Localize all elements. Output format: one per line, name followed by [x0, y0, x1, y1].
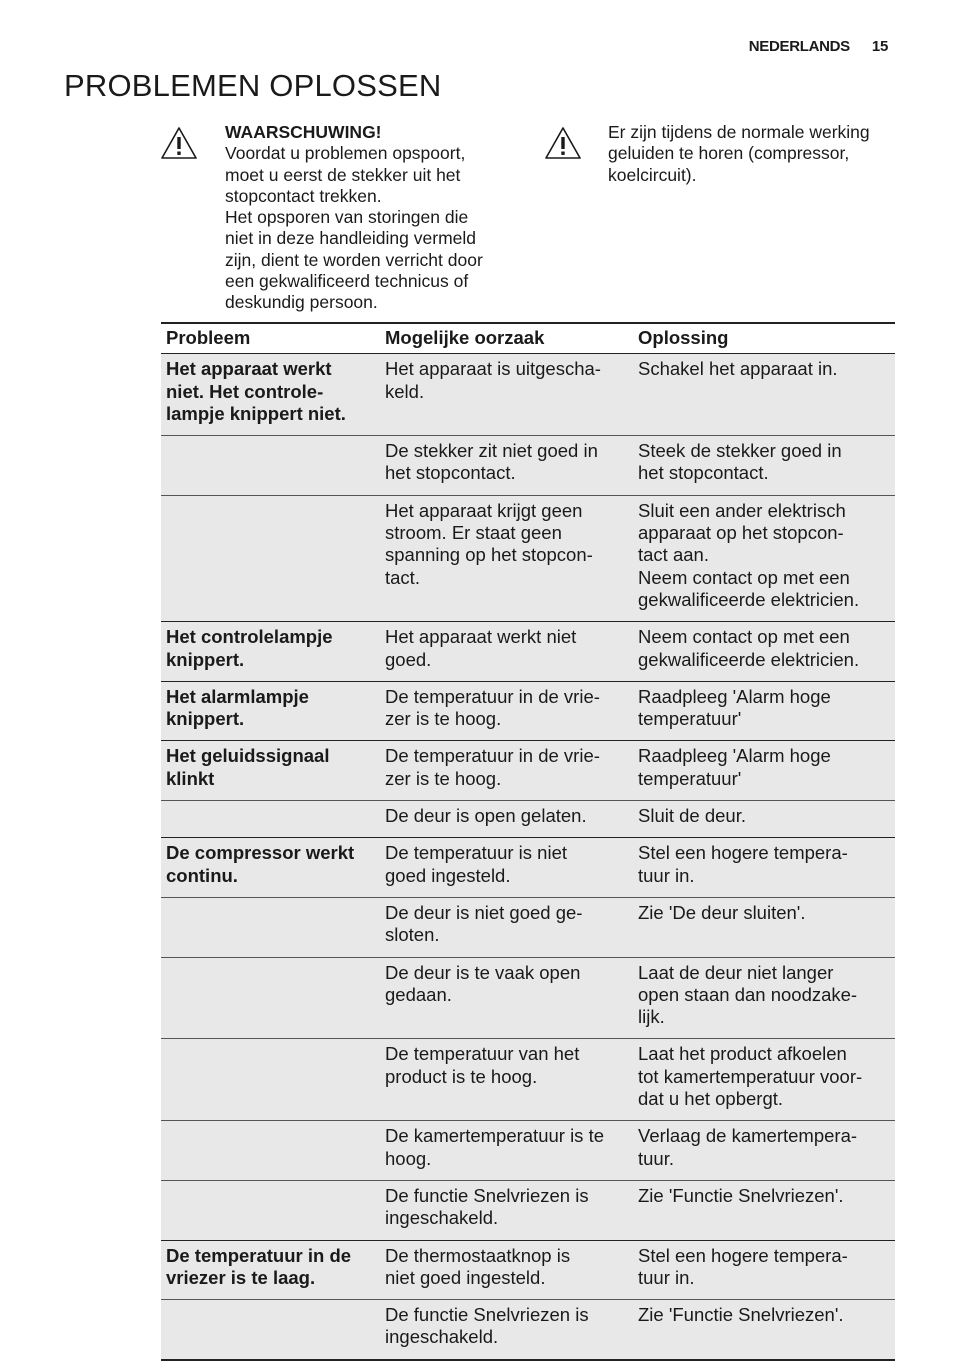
- problem-cell-line: knippert.: [166, 708, 245, 730]
- cause-cell-line: De deur is open gelaten.: [385, 805, 587, 827]
- warning-line: niet in deze handleiding vermeld: [225, 228, 476, 249]
- cause-cell: [380, 1039, 633, 1121]
- cause-cell-line: zer is te hoog.: [385, 708, 502, 730]
- problem-cell: [161, 681, 380, 741]
- cause-cell-line: De deur is niet goed ge-: [385, 901, 583, 923]
- cause-cell: [380, 1300, 633, 1360]
- solution-cell-line: Zie 'Functie Snelvriezen'.: [638, 1184, 844, 1206]
- table-row: [161, 897, 895, 957]
- table-row: [161, 838, 895, 898]
- column-header-cause: Mogelijke oorzaak: [385, 327, 545, 348]
- warning-body: [225, 143, 515, 313]
- problem-cell: [161, 622, 380, 682]
- problem-cell: [161, 897, 380, 957]
- solution-cell-line: dat u het opbergt.: [638, 1088, 784, 1110]
- solution-cell-line: open staan dan noodzake-: [638, 983, 858, 1005]
- problem-cell: [161, 801, 380, 838]
- solution-cell-line: tuur.: [638, 1147, 674, 1169]
- cause-cell-line: De temperatuur in de vrie-: [385, 685, 600, 707]
- solution-cell: [633, 1300, 895, 1360]
- problem-cell-line: Het controlelampje: [166, 626, 333, 648]
- cause-cell-line: ingeschakeld.: [385, 1207, 499, 1229]
- solution-cell-line: Neem contact op met een: [638, 566, 850, 588]
- table-header-row: [161, 323, 895, 354]
- solution-cell: [633, 1039, 895, 1121]
- cause-cell: [380, 838, 633, 898]
- solution-cell-line: het stopcontact.: [638, 462, 769, 484]
- problem-cell-line: niet. Het controle-: [166, 380, 324, 402]
- note-line: geluiden te horen (compressor,: [608, 143, 850, 164]
- problem-cell-line: klinkt: [166, 767, 215, 789]
- solution-cell-line: Laat het product afkoelen: [638, 1043, 847, 1065]
- warning-line: moet u eerst de stekker uit het: [225, 164, 461, 185]
- problem-cell-line: vriezer is te laag.: [166, 1266, 316, 1288]
- cause-cell: [380, 354, 633, 436]
- warning-triangle-icon: [160, 126, 198, 160]
- cause-cell: [380, 495, 633, 621]
- solution-cell-line: Sluit de deur.: [638, 805, 746, 827]
- problem-cell-line: De temperatuur in de: [166, 1244, 352, 1266]
- cause-cell-line: goed ingesteld.: [385, 864, 511, 886]
- cause-cell-line: zer is te hoog.: [385, 767, 502, 789]
- cause-cell-line: De temperatuur in de vrie-: [385, 745, 600, 767]
- solution-cell: [633, 741, 895, 801]
- solution-cell-line: Raadpleeg 'Alarm hoge: [638, 745, 831, 767]
- table-row: [161, 801, 895, 838]
- solution-cell-line: tuur in.: [638, 864, 695, 886]
- solution-cell-line: Schakel het apparaat in.: [638, 358, 838, 380]
- solution-cell-line: Sluit een ander elektrisch: [638, 499, 846, 521]
- cause-cell-line: goed.: [385, 648, 432, 670]
- table-row: [161, 622, 895, 682]
- cause-cell-line: hoog.: [385, 1147, 432, 1169]
- solution-cell-line: Zie 'Functie Snelvriezen'.: [638, 1304, 844, 1326]
- warning-line: een gekwalificeerd technicus of: [225, 271, 469, 292]
- warning-line: Het opsporen van storingen die: [225, 207, 469, 228]
- cause-cell-line: De stekker zit niet goed in: [385, 440, 598, 462]
- problem-cell-line: lampje knippert niet.: [166, 402, 346, 424]
- cause-cell-line: De kamertemperatuur is te: [385, 1125, 605, 1147]
- cause-cell-line: De temperatuur is niet: [385, 842, 568, 864]
- cause-cell-line: gedaan.: [385, 983, 452, 1005]
- problem-cell-line: continu.: [166, 864, 238, 886]
- cause-cell-line: De functie Snelvriezen is: [385, 1304, 589, 1326]
- cause-cell-line: ingeschakeld.: [385, 1326, 499, 1348]
- cause-cell-line: spanning op het stopcon-: [385, 544, 593, 566]
- solution-cell-line: tuur in.: [638, 1266, 695, 1288]
- warning-line: stopcontact trekken.: [225, 185, 382, 206]
- solution-cell-line: gekwalificeerde elektricien.: [638, 588, 860, 610]
- problem-cell: [161, 1300, 380, 1360]
- table-row: [161, 1180, 895, 1240]
- problem-cell: [161, 354, 380, 436]
- cause-cell: [380, 681, 633, 741]
- table-row: [161, 495, 895, 621]
- language-label: NEDERLANDS: [748, 38, 850, 55]
- problem-cell-line: Het alarmlampje: [166, 685, 309, 707]
- cause-cell: [380, 897, 633, 957]
- solution-cell-line: gekwalificeerde elektricien.: [638, 648, 860, 670]
- solution-cell: [633, 681, 895, 741]
- page-number: 15: [871, 38, 888, 55]
- problem-cell: [161, 741, 380, 801]
- cause-cell-line: niet goed ingesteld.: [385, 1266, 546, 1288]
- problem-cell-line: knippert.: [166, 648, 245, 670]
- problem-cell: [161, 1180, 380, 1240]
- problem-cell: [161, 1121, 380, 1181]
- warning-text: [225, 122, 515, 314]
- solution-cell-line: tot kamertemperatuur voor-: [638, 1065, 863, 1087]
- solution-cell: [633, 1180, 895, 1240]
- note-line: koelcircuit).: [608, 164, 697, 185]
- solution-cell: [633, 495, 895, 621]
- solution-cell-line: lijk.: [638, 1006, 665, 1028]
- note-line: Er zijn tijdens de normale werking: [608, 122, 870, 142]
- column-header-problem: Probleem: [166, 327, 251, 348]
- solution-cell: [633, 354, 895, 436]
- table-row: [161, 1121, 895, 1181]
- problem-cell: [161, 957, 380, 1039]
- solution-cell-line: Zie 'De deur sluiten'.: [638, 901, 806, 923]
- warning-line: Voordat u problemen opspoort,: [225, 143, 466, 164]
- solution-cell: [633, 436, 895, 496]
- warning-title: WAARSCHUWING!: [225, 122, 382, 142]
- problem-cell: [161, 495, 380, 621]
- solution-cell-line: Verlaag de kamertempera-: [638, 1125, 858, 1147]
- problem-cell-line: De compressor werkt: [166, 842, 355, 864]
- solution-cell-line: tact aan.: [638, 544, 709, 566]
- table-row: [161, 681, 895, 741]
- cause-cell: [380, 1240, 633, 1300]
- table-row: [161, 1240, 895, 1300]
- solution-cell-line: Steek de stekker goed in: [638, 440, 842, 462]
- page-header: [749, 38, 888, 55]
- caution-triangle-icon: [544, 126, 582, 160]
- cause-cell: [380, 801, 633, 838]
- table-row: [161, 436, 895, 496]
- cause-cell: [380, 622, 633, 682]
- solution-cell: [633, 1121, 895, 1181]
- solution-cell: [633, 897, 895, 957]
- solution-cell-line: Stel een hogere tempera-: [638, 842, 848, 864]
- cause-cell-line: sloten.: [385, 924, 440, 946]
- solution-cell-line: temperatuur': [638, 708, 742, 730]
- note-text: [608, 122, 898, 186]
- table-row: [161, 354, 895, 436]
- cause-cell: [380, 1180, 633, 1240]
- cause-cell-line: stroom. Er staat geen: [385, 522, 562, 544]
- solution-cell-line: apparaat op het stopcon-: [638, 522, 844, 544]
- solution-cell: [633, 622, 895, 682]
- solution-cell: [633, 801, 895, 838]
- problem-cell-line: Het geluidssignaal: [166, 745, 330, 767]
- solution-cell-line: temperatuur': [638, 767, 742, 789]
- table-row: [161, 741, 895, 801]
- solution-cell-line: Stel een hogere tempera-: [638, 1244, 848, 1266]
- solution-cell-line: Raadpleeg 'Alarm hoge: [638, 685, 831, 707]
- solution-cell-line: Laat de deur niet langer: [638, 961, 834, 983]
- cause-cell-line: De thermostaatknop is: [385, 1244, 571, 1266]
- cause-cell: [380, 957, 633, 1039]
- problem-cell: [161, 436, 380, 496]
- cause-cell: [380, 436, 633, 496]
- troubleshooting-table: [161, 322, 895, 1361]
- solution-cell-line: Neem contact op met een: [638, 626, 850, 648]
- cause-cell-line: De temperatuur van het: [385, 1043, 580, 1065]
- cause-cell-line: Het apparaat krijgt geen: [385, 499, 583, 521]
- page-title: PROBLEMEN OPLOSSEN: [64, 68, 442, 103]
- cause-cell: [380, 741, 633, 801]
- cause-cell-line: Het apparaat is uitgescha-: [385, 358, 601, 380]
- cause-cell-line: keld.: [385, 380, 425, 402]
- cause-cell-line: De deur is te vaak open: [385, 961, 581, 983]
- cause-cell-line: het stopcontact.: [385, 462, 516, 484]
- warning-line: deskundig persoon.: [225, 292, 378, 313]
- table-row: [161, 957, 895, 1039]
- solution-cell: [633, 838, 895, 898]
- cause-cell-line: tact.: [385, 566, 420, 588]
- cause-cell-line: De functie Snelvriezen is: [385, 1184, 589, 1206]
- table-row: [161, 1300, 895, 1360]
- problem-cell-line: Het apparaat werkt: [166, 358, 332, 380]
- cause-cell-line: Het apparaat werkt niet: [385, 626, 577, 648]
- table-row: [161, 1039, 895, 1121]
- problem-cell: [161, 1240, 380, 1300]
- cause-cell-line: product is te hoog.: [385, 1065, 538, 1087]
- problem-cell: [161, 838, 380, 898]
- problem-cell: [161, 1039, 380, 1121]
- solution-cell: [633, 1240, 895, 1300]
- column-header-solution: Oplossing: [638, 327, 729, 348]
- solution-cell: [633, 957, 895, 1039]
- cause-cell: [380, 1121, 633, 1181]
- warning-line: zijn, dient te worden verricht door: [225, 249, 483, 270]
